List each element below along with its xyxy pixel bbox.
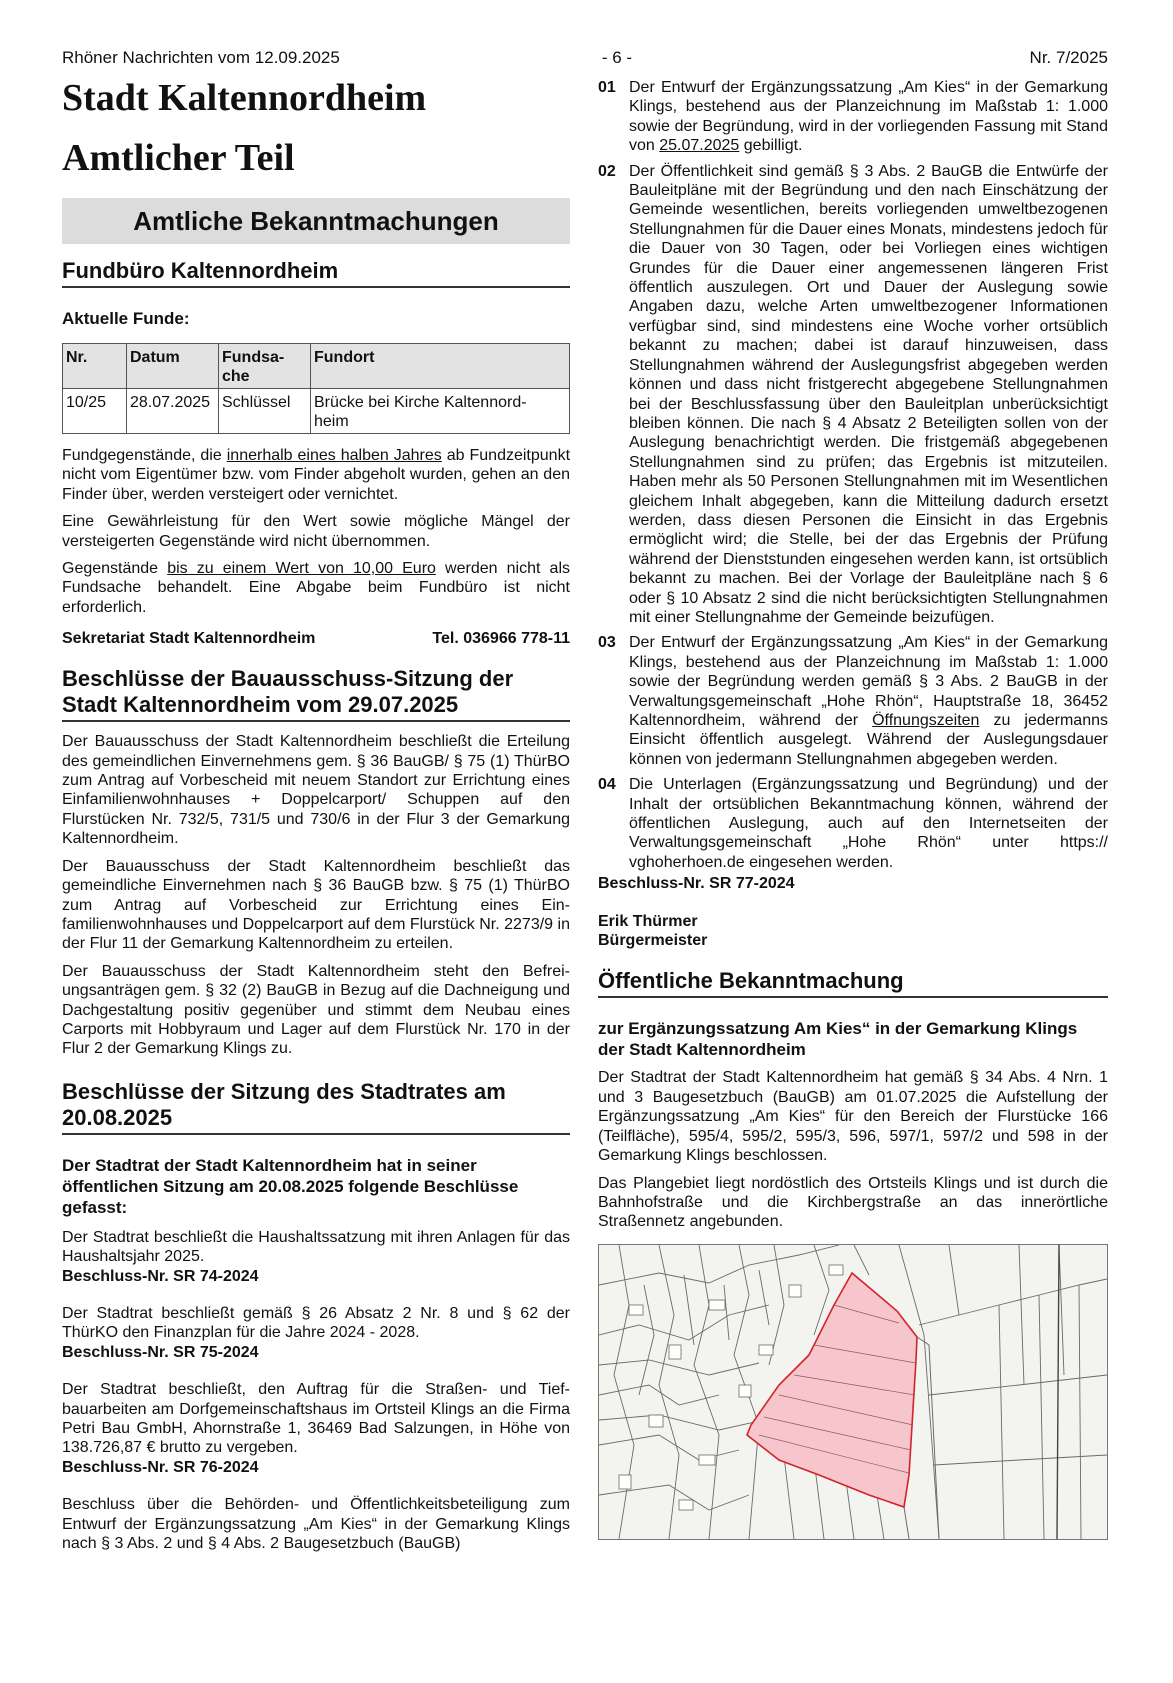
col-header-datum: Datum bbox=[127, 344, 219, 389]
table-row bbox=[63, 389, 570, 434]
list-item bbox=[598, 633, 1108, 769]
resolution-4-text: Beschluss über die Behörden- und Öffentlichkeitsbeteiligung zum Entwurf der Ergänzungssatzung „Am Kies“ in der Gemarkung Klings nach § 3 Abs. 2 und § 4 Abs. 2 Baugesetzbuch (BauGB) bbox=[62, 1496, 570, 1553]
bauausschuss-paragraph-1: Der Bauausschuss der Stadt Kaltennordheim beschließt die Erteilung des gemeindlichen Einvernehmens gem. § 36 BauGB/ § 75 (1) ThürBO zum Antrag auf Vorbescheid mit neuem Standort zur Errichtung eines Einfamilienwohnhauses + Doppelcarport/ Schuppen auf den Flurstücken Nr. 732/5, 731/5 und 730/6 in der Flur 3 der Gemarkung Kaltennordheim. bbox=[62, 733, 570, 848]
cadastral-map bbox=[598, 1244, 1108, 1540]
col-header-nr: Nr. bbox=[63, 344, 127, 389]
text-segment: Der Entwurf der Ergänzungssatzung „Am Kies“ in der Gemarkung Klings, bestehend aus der Planzeichnung im Maßstab 1: 1.000 sowie der Begründung werden gemäß § 3 Abs. 2 BauGB in der Verwaltungsgemeinschaft „Hohe Rhön“, Hauptstraße 18, 36452 Kaltennordheim, während der bbox=[629, 634, 1108, 729]
finds-paragraph-1 bbox=[62, 446, 570, 504]
publication-title: Rhöner Nachrichten vom 12.09.2025 bbox=[62, 48, 340, 67]
item-number: 04 bbox=[598, 776, 616, 794]
announcements-banner: Amtliche Bekanntmachungen bbox=[62, 198, 570, 244]
town-title: Stadt Kaltennordheim bbox=[62, 77, 427, 119]
item-text bbox=[629, 633, 1108, 769]
contact-office: Sekretariat Stadt Kaltennordheim bbox=[62, 630, 316, 648]
list-item bbox=[598, 775, 1108, 872]
issue-number: Nr. 7/2025 bbox=[1029, 48, 1108, 67]
underlined-text: bis zu einem Wert von 10,00 Euro bbox=[167, 560, 436, 578]
item-number: 01 bbox=[598, 79, 616, 96]
cell-nr: 10/25 bbox=[63, 389, 127, 434]
stadtrat-subheading: Der Stadtrat der Stadt Kaltennordheim hat in seiner öffentlichen Sitzung am 20.08.2025 folgende Beschlüsse gefasst: bbox=[62, 1155, 519, 1217]
contact-phone: Tel. 036966 778-11 bbox=[432, 630, 570, 648]
text-segment: gebilligt. bbox=[739, 137, 803, 155]
map-drawing bbox=[599, 1245, 1107, 1539]
item-text bbox=[629, 78, 1108, 156]
signer-name: Erik Thürmer bbox=[598, 912, 698, 930]
resolution-1-number: Beschluss-Nr. SR 74-2024 bbox=[62, 1267, 259, 1285]
bauausschuss-paragraph-3: Der Bauausschuss der Stadt Kaltennordheim steht den Befreiungsanträgen gem. § 32 (2) BauGB in Bezug auf die Dachneigung und Dachgestaltung positiv gegenüber und stimmt dem Neubau eines Carports mit Hobbyraum und Lager auf dem Flurstück Nr. 170 in der Flur 2 der Gemarkung Klings zu. bbox=[62, 962, 570, 1058]
item-number: 03 bbox=[598, 634, 616, 652]
finds-table bbox=[62, 343, 570, 434]
signer-title: Bürgermeister bbox=[598, 932, 708, 950]
resolution-2-number: Beschluss-Nr. SR 75-2024 bbox=[62, 1343, 259, 1361]
text-segment: zu jedermanns Einsicht öffentlich ausgelegt. Während der Auslegungsdauer können von jedermann Stellungnahmen abgegeben werden. bbox=[629, 712, 1109, 768]
resolution-3-number: Beschluss-Nr. SR 76-2024 bbox=[62, 1458, 259, 1476]
item-text: Der Öffentlichkeit sind gemäß § 3 Abs. 2 BauGB die Entwürfe der Bauleitpläne mit der Begründung und den nach Einschätzung der Gemeinde wesentlichen, bereits vorliegenden umweltbezogenen Stellungnahmen für die Dauer eines Monats, mindestens jedoch für die Dauer von 30 Tagen, oder bei Vorliegen eines wichtigen Grundes für die Dauer einer angemessenen längeren Frist öffentlich auszulegen. Ort und Dauer der Auslegung sowie Angaben dazu, welche Arten umweltbezogener Informationen verfügbar sind, sind mindestens eine Woche vorher ortsüblich bekannt zu machen; dabei ist darauf hinzuweisen, dass Stellungnahmen während der Auslegungsfrist abgegeben werden können und dass nicht fristgerecht abgegebene Stellungnahmen bei der Beschlussfassung über den Bauleitplan unberücksichtigt bleiben können. Die nach § 4 Absatz 2 Beteiligten sollen von der Auslegung benachrichtigt werden. Die fristgemäß abgegebenen Stellungnahmen sind zu prüfen; das Ergebnis ist mitzuteilen. Haben mehr als 50 Personen Stellungnahmen mit im Wesentlichen gleichem Inhalt abgegeben, kann die Mitteilung dadurch ersetzt werden, dass diesen Personen die Einsicht in das Ergebnis ermöglicht wird; die Stelle, bei der das Ergebnis der Prüfung während der Dienststunden eingesehen werden kann, ist ortsüblich bekannt zu machen. Bei der Vorlage der Bauleitpläne nach § 6 oder § 10 Absatz 2 sind die nicht berücksichtigten Stellungnahmen mit einer Stellungnahme der Gemeinde beizufügen. bbox=[629, 162, 1108, 626]
underlined-text: 25.07.2025 bbox=[659, 137, 740, 155]
bauausschuss-paragraph-2: Der Bauausschuss der Stadt Kaltennordheim beschließt das gemeindliche Einvernehmen nach § 36 BauGB bzw. § 75 (1) ThürBO zum Antrag auf Vorbescheid zur Errichtung eines Einfamilienwohnhauses und Doppelcarport auf dem Flurstück Nr. 2273/9 in der Flur 11 der Gemarkung Kaltennordheim zu erteilen. bbox=[62, 857, 570, 953]
public-notice-paragraph-1: Der Stadtrat der Stadt Kaltennordheim hat gemäß § 34 Abs. 4 Nrn. 1 und 3 Baugesetzbuch (BauGB) am 01.07.2025 die Aufstellung der Ergänzungssatzung „Am Kies“ für den Bereich der Flurstücke 166 (Teilfläche), 595/4, 595/2, 595/3, 596, 597/1, 597/2 und 598 in der Gemarkung Klings beschlossen. bbox=[598, 1069, 1108, 1165]
current-finds-heading: Aktuelle Funde: bbox=[62, 309, 190, 328]
underlined-text: Öffnungszeiten bbox=[872, 712, 980, 729]
finds-paragraph-3 bbox=[62, 559, 570, 617]
public-notice-paragraph-2: Das Plangebiet liegt nordöstlich des Ortsteils Klings und ist durch die Bahnhofstraße und die Kirchbergstraße an das innerörtliche Straßennetz angebunden. bbox=[598, 1174, 1108, 1231]
left-column bbox=[62, 72, 570, 1553]
cell-fundort: Brücke bei Kirche Kaltennord- heim bbox=[311, 389, 570, 434]
resolution-3-text: Der Stadtrat beschließt, den Auftrag für die Straßen- und Tiefbauarbeiten am Dorfgemeinschaftshaus im Ortsteil Klings an die Firma Petri Bau GmbH, Ahornstraße 1, 36469 Bad Salzungen, in Höhe von 138.726,87 € brutto zu vergeben. bbox=[62, 1381, 570, 1457]
text-segment: Der Entwurf der Ergänzungssatzung „Am Kies“ in der Gemarkung Klings, bestehend aus der Planzeichnung im Maßstab 1: 1.000 sowie der Begründung, wird in der vorliegenden Fassung mit Stand von bbox=[629, 79, 1108, 155]
item-number: 02 bbox=[598, 162, 616, 180]
text-segment: Gegenstände bbox=[62, 560, 168, 578]
resolution-2-text: Der Stadtrat beschließt gemäß § 26 Absatz 2 Nr. 8 und § 62 der ThürKO den Finanzplan für die Jahre 2024 - 2028. bbox=[62, 1304, 570, 1342]
list-item bbox=[598, 78, 1108, 156]
cell-datum: 28.07.2025 bbox=[127, 389, 219, 434]
resolution-number: Beschluss-Nr. SR 77-2024 bbox=[598, 875, 795, 893]
finds-paragraph-2: Eine Gewährleistung für den Wert sowie mögliche Mängel der versteigerten Gegenstände wird nicht übernommen. bbox=[62, 513, 570, 550]
text-segment: ab Fundzeitpunkt nicht vom Eigentümer bzw. vom Finder abgeholt wurden, gehen an den Finder über, werden versteigert oder vernichtet. bbox=[62, 447, 571, 503]
resolution-1-text: Der Stadtrat beschließt die Haushaltssatzung mit ihren Anlagen für das Haushaltsjahr 2025. bbox=[62, 1228, 570, 1266]
col-header-fundsache: Fundsa- che bbox=[219, 344, 311, 389]
right-column bbox=[598, 78, 1108, 1540]
public-notice-heading: Öffentliche Bekanntmachung bbox=[598, 968, 1108, 998]
page-header bbox=[62, 48, 1108, 70]
col-header-fundort: Fundort bbox=[311, 344, 570, 389]
stadtrat-heading: Beschlüsse der Sitzung des Stadtrates am 20.08.2025 bbox=[62, 1079, 570, 1135]
text-segment: werden nicht als Fundsache behandelt. Eine Abgabe beim Fundbüro ist nicht erforderlich. bbox=[62, 560, 571, 616]
underlined-text: innerhalb eines halben Jahres bbox=[226, 447, 442, 464]
item-text: Die Unterlagen (Ergänzungssatzung und Begründung) und der Inhalt der ortsüblichen Bekanntmachung können, während der öffentlichen Auslegung, auch auf den Internetseiten der Verwaltungsgemeinschaft „Hohe Rhön“ unter https:// vghoherhoen.de eingesehen werden. bbox=[629, 776, 1108, 871]
bauausschuss-heading: Beschlüsse der Bauausschuss-Sitzung der Stadt Kaltennordheim vom 29.07.2025 bbox=[62, 666, 570, 722]
plan-area-boundary bbox=[747, 1273, 917, 1507]
public-notice-subheading: zur Ergänzungssatzung Am Kies“ in der Gemarkung Klings der Stadt Kaltennordheim bbox=[598, 1019, 1078, 1060]
cell-fundsache: Schlüssel bbox=[219, 389, 311, 434]
table-header-row bbox=[63, 344, 570, 389]
page-number: - 6 - bbox=[601, 48, 633, 67]
fundbuero-heading: Fundbüro Kaltennordheim bbox=[62, 258, 570, 288]
section-title: Amtlicher Teil bbox=[62, 137, 295, 179]
list-item bbox=[598, 162, 1108, 628]
text-segment: Fundgegenstände, die bbox=[62, 447, 227, 464]
contact-line bbox=[62, 630, 570, 648]
